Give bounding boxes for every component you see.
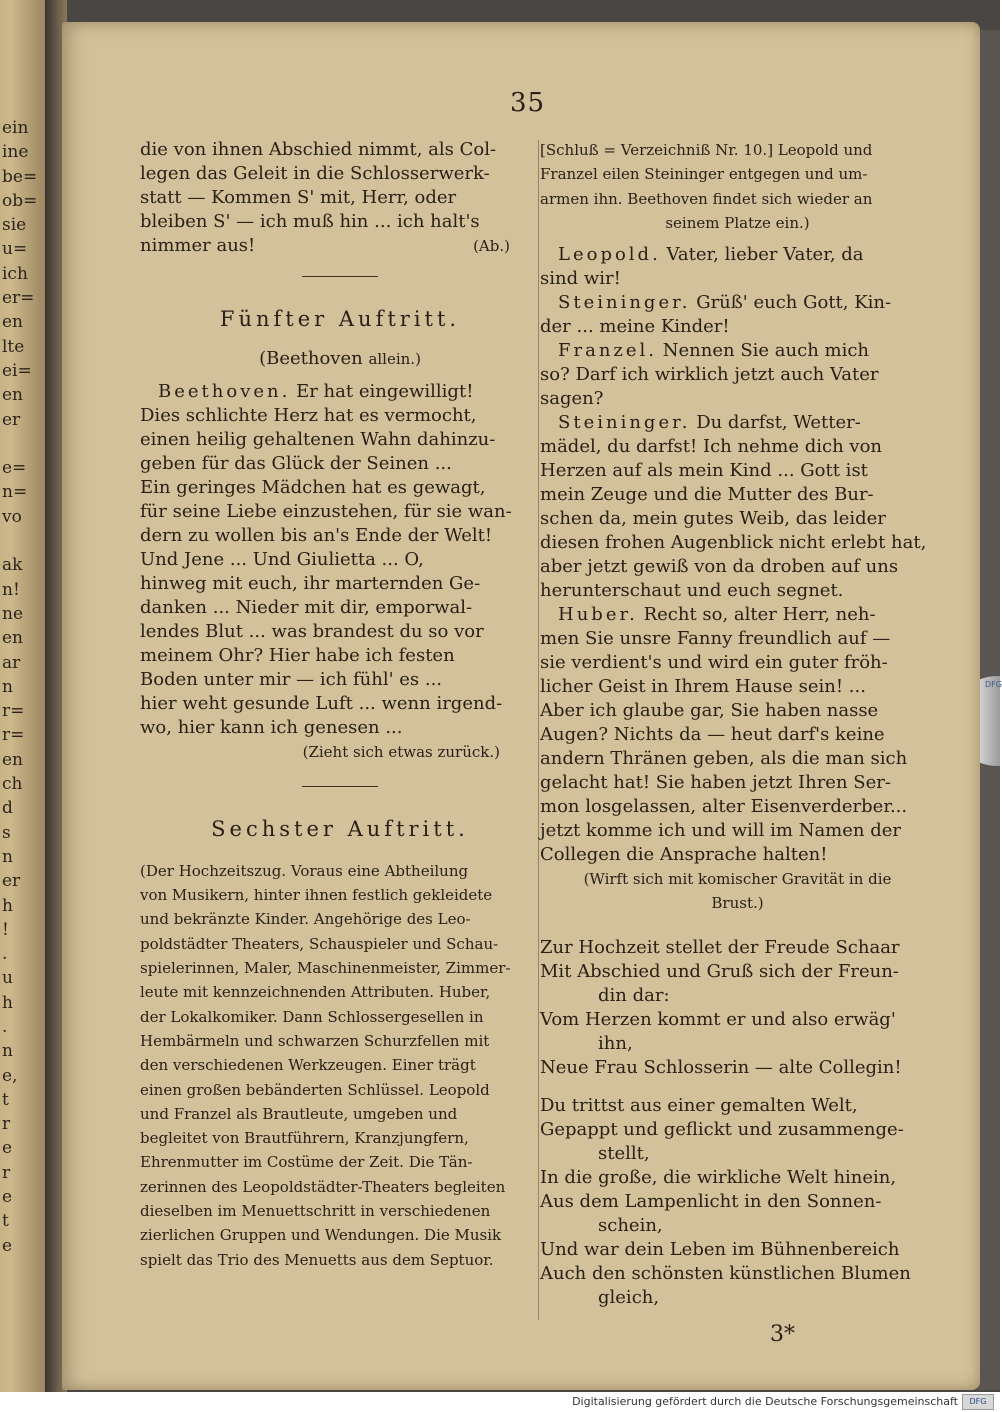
facing-page-fragment: be=: [2, 166, 38, 187]
facing-page-fragment: lte: [2, 336, 25, 357]
facing-page-fragment: s: [2, 822, 11, 843]
direction-line: begleitet von Brautführern, Kranzjungfern,: [140, 1129, 469, 1148]
text-line: so? Darf ich wirklich jetzt auch Vater: [540, 364, 879, 386]
facing-page-fragment: en: [2, 628, 24, 649]
dialogue-first-line: [540, 291, 935, 315]
text-line: mon losgelassen, alter Eisenverderber...: [540, 796, 908, 818]
right-column: [540, 138, 935, 1310]
speaker-name: Huber.: [558, 604, 638, 626]
facing-page-fragment: ch: [2, 774, 23, 795]
direction-line: zerinnen des Leopoldstädter-Theaters begleiten: [140, 1177, 506, 1196]
facing-page-fragment: !: [2, 919, 9, 940]
scene5-direction: [140, 347, 540, 371]
credit-text: Digitalisierung gefördert durch die Deutsche Forschungsgemeinschaft: [572, 1395, 958, 1408]
facing-page-fragment: r=: [2, 725, 25, 746]
scene5-direction-name: (Beethoven: [259, 348, 363, 370]
facing-page-fragment: r: [2, 1162, 11, 1183]
facing-page-fragment: ne: [2, 603, 24, 624]
facing-page-fragment: er: [2, 871, 21, 892]
facing-page-fragment: [2, 432, 46, 456]
closing-last-line: nimmer aus!: [140, 235, 256, 256]
speaker-beethoven: Beethoven.: [158, 380, 291, 402]
facing-page-fragment: h: [2, 895, 13, 916]
dialogue-first-line: [540, 243, 935, 267]
verse-continuation: ihn,: [598, 1032, 633, 1054]
verse-continuation: din dar:: [598, 984, 670, 1006]
facing-page-fragment: e: [2, 1138, 13, 1159]
text-line: geben für das Glück der Seinen ...: [140, 452, 452, 474]
verse-line: Neue Frau Schlosserin — alte Collegin!: [540, 1056, 902, 1078]
text-line: wo, hier kann ich genesen ...: [140, 716, 403, 738]
facing-page-fragment: ei=: [2, 360, 32, 381]
beethoven-first-text: Er hat eingewilligt!: [296, 380, 474, 402]
facing-page-fragment: er: [2, 409, 21, 430]
text-line: Dies schlichte Herz hat es vermocht,: [140, 404, 477, 426]
text-line: Ein geringes Mädchen hat es gewagt,: [140, 476, 486, 498]
verse-line: Aus dem Lampenlicht in den Sonnen-: [540, 1190, 882, 1212]
direction-line: dieselben im Menuettschritt in verschiedenen: [140, 1202, 491, 1221]
dialogue-first-line: [540, 411, 935, 435]
direction-line: Franzel eilen Steininger entgegen und um-: [540, 165, 868, 184]
facing-page-fragment: n!: [2, 579, 20, 600]
text-line: aber jetzt gewiß von da droben auf uns: [540, 556, 899, 578]
verse-line: Und war dein Leben im Bühnenbereich: [540, 1238, 900, 1260]
text-line: für seine Liebe einzustehen, für sie wan-: [140, 500, 512, 522]
text-line: hinweg mit euch, ihr marternden Ge-: [140, 572, 481, 594]
text-line: Und Jene ... Und Giulietta ... O,: [140, 548, 424, 570]
facing-page-fragment: ar: [2, 652, 21, 673]
facing-page-fragment: e=: [2, 458, 27, 479]
text-line: licher Geist in Ihrem Hause sein! ...: [540, 676, 866, 698]
text-line: danken ... Nieder mit dir, emporwal-: [140, 596, 473, 618]
beethoven-first-line: [140, 380, 540, 404]
facing-page-fragment: en: [2, 749, 24, 770]
direction-line: armen ihn. Beethoven findet sich wieder an: [540, 189, 873, 208]
facing-page-fragment: n: [2, 846, 13, 867]
text-line: bleiben S' — ich muß hin ... ich halt's: [140, 211, 480, 232]
direction-line: zierlichen Gruppen und Wendungen. Die Musik: [140, 1226, 502, 1245]
direction-line: Ehrenmutter im Costüme der Zeit. Die Tän-: [140, 1153, 473, 1172]
text-line: jetzt komme ich und will im Namen der: [540, 820, 901, 842]
direction-line: [Schluß = Verzeichniß Nr. 10.] Leopold und: [540, 141, 873, 159]
direction-line: und bekränzte Kinder. Angehörige des Leo-: [140, 910, 471, 929]
direction-line: leute mit kennzeichnenden Attributen. Huber,: [140, 983, 491, 1002]
text-line: mädel, du darfst! Ich nehme dich von: [540, 436, 883, 458]
text-line: statt — Kommen S' mit, Herr, oder: [140, 187, 457, 208]
text-line: Boden unter mir — ich fühl' es ...: [140, 668, 443, 690]
text-line: schen da, mein gutes Weib, das leider: [540, 508, 886, 530]
facing-page-fragment: .: [2, 1016, 8, 1037]
facing-page-fragment: en: [2, 312, 24, 333]
facing-page-fragment: ich: [2, 263, 28, 284]
facing-page-edge: [0, 0, 45, 1392]
facing-page-fragment: h: [2, 992, 13, 1013]
text-line: lendes Blut ... was brandest du so vor: [140, 620, 484, 642]
facing-page-fragment: r=: [2, 701, 25, 722]
verse-continuation: gleich,: [598, 1286, 660, 1308]
page-number: 35: [510, 88, 546, 118]
verse-line: Vom Herzen kommt er und also erwäg': [540, 1008, 896, 1030]
text-line: men Sie unsre Fanny freundlich auf —: [540, 628, 891, 650]
scene-heading-6: Sechster Auftritt.: [211, 816, 469, 841]
verse-stanza-1: [540, 936, 935, 1080]
direction-line: (Der Hochzeitszug. Voraus eine Abtheilung: [140, 861, 469, 880]
verse-line: Zur Hochzeit stellet der Freude Schaar: [540, 936, 900, 958]
text-line: die von ihnen Abschied nimmt, als Col-: [140, 139, 497, 160]
text-line: sagen?: [540, 388, 604, 410]
direction-line: spielerinnen, Maler, Maschinenmeister, Zimmer-: [140, 959, 511, 978]
dialogue-text: Du darfst, Wetter-: [696, 412, 861, 434]
verse-continuation: schein,: [598, 1214, 663, 1236]
text-line: Augen? Nichts da — heut darf's keine: [540, 724, 885, 746]
dfg-logo: DFG: [962, 1394, 994, 1410]
text-line: herunterschaut und euch segnet.: [540, 580, 844, 602]
text-line: gelacht hat! Sie haben jetzt Ihren Ser-: [540, 772, 891, 794]
dialogue-text: Nennen Sie auch mich: [662, 340, 870, 362]
stage-direction-top: [540, 138, 935, 211]
left-column: [140, 138, 540, 1272]
direction-line: den verschiedenen Werkzeugen. Einer trägt: [140, 1056, 476, 1075]
verse-stanza-2: [540, 1094, 935, 1310]
facing-page-fragment: n: [2, 1041, 13, 1062]
text-line: diesen frohen Augenblick nicht erlebt hat,: [540, 532, 927, 554]
facing-page-fragment: r: [2, 1114, 11, 1135]
text-line: mein Zeuge und die Mutter des Bur-: [540, 484, 874, 506]
facing-page-text: [2, 116, 46, 1258]
facing-page-fragment: ein: [2, 118, 29, 138]
verse-line: Mit Abschied und Gruß sich der Freun-: [540, 960, 899, 982]
credit-footer: [0, 1392, 1000, 1412]
facing-page-fragment: t: [2, 1089, 9, 1110]
beethoven-direction: (Zieht sich etwas zurück.): [302, 742, 500, 761]
direction-line: einen großen bebänderten Schlüssel. Leopold: [140, 1080, 490, 1099]
text-line: einen heilig gehaltenen Wahn dahinzu-: [140, 428, 496, 450]
facing-page-fragment: u=: [2, 239, 28, 260]
facing-page-fragment: sie: [2, 215, 27, 236]
dialogue-text: Vater, lieber Vater, da: [666, 244, 864, 266]
dialogue: [540, 243, 935, 867]
scene6-direction: [140, 859, 540, 1272]
facing-page-fragment: n=: [2, 482, 28, 503]
text-line: hier weht gesunde Luft ... wenn irgend-: [140, 692, 503, 714]
scene-heading-5: Fünfter Auftritt.: [219, 307, 461, 332]
direction-line: Hembärmeln und schwarzen Schurzfellen mit: [140, 1031, 490, 1050]
text-line: Herzen auf als mein Kind ... Gott ist: [540, 460, 868, 482]
text-line: meinem Ohr? Hier habe ich festen: [140, 644, 455, 666]
text-line: der ... meine Kinder!: [540, 316, 730, 338]
text-line: sind wir!: [540, 268, 621, 290]
direction-line: und Franzel als Brautleute, umgeben und: [140, 1104, 458, 1123]
text-line: Aber ich glaube gar, Sie haben nasse: [540, 700, 879, 722]
facing-page-fragment: e: [2, 1235, 13, 1256]
exit-direction: (Ab.): [473, 237, 510, 255]
dialogue-first-line: [540, 339, 935, 363]
verse-line: In die große, die wirkliche Welt hinein,: [540, 1166, 897, 1188]
facing-page-fragment: er=: [2, 288, 35, 309]
dialogue-text: Recht so, alter Herr, neh-: [643, 604, 876, 626]
closing-line: [140, 234, 540, 258]
closing-speech: [140, 138, 540, 234]
facing-page-fragment: .: [2, 944, 8, 965]
dialogue-text: Grüß' euch Gott, Kin-: [696, 292, 892, 314]
direction-line: poldstädter Theaters, Schauspieler und Schau-: [140, 934, 499, 953]
verse-line: Gepappt und geflickt und zusammenge-: [540, 1118, 904, 1140]
scene5-direction-rest: allein.): [368, 350, 421, 369]
facing-page-fragment: n: [2, 676, 13, 697]
facing-page-fragment: ak: [2, 555, 23, 576]
beethoven-speech: [140, 404, 540, 740]
tab-marker: DFG: [985, 680, 1002, 689]
dialogue-first-line: [540, 603, 935, 627]
speaker-name: Leopold.: [558, 244, 661, 266]
huber-direction: (Wirft sich mit komischer Gravität in die: [583, 870, 892, 889]
huber-direction-end: Brust.): [711, 894, 764, 913]
direction-line: spielt das Trio des Menuetts aus dem Septuor.: [140, 1250, 494, 1269]
direction-line: der Lokalkomiker. Dann Schlossergesellen in: [140, 1007, 484, 1026]
verse-continuation: stellt,: [598, 1142, 650, 1164]
speaker-name: Steininger.: [558, 292, 691, 314]
facing-page-fragment: ine: [2, 142, 29, 163]
facing-page-fragment: vo: [2, 506, 22, 527]
facing-page-fragment: e,: [2, 1065, 18, 1086]
stage-direction-top-end: seinem Platze ein.): [665, 213, 810, 232]
speaker-name: Steininger.: [558, 412, 691, 434]
facing-page-fragment: t: [2, 1211, 9, 1232]
facing-page-fragment: d: [2, 798, 13, 819]
text-line: Collegen die Ansprache halten!: [540, 844, 828, 866]
direction-line: von Musikern, hinter ihnen festlich gekleidete: [140, 886, 493, 905]
facing-page-fragment: en: [2, 385, 24, 406]
speaker-name: Franzel.: [558, 340, 658, 362]
verse-line: Auch den schönsten künstlichen Blumen: [540, 1262, 911, 1284]
verse-line: Du trittst aus einer gemalten Welt,: [540, 1094, 858, 1116]
facing-page-fragment: u: [2, 968, 13, 989]
facing-page-fragment: [2, 529, 46, 553]
facing-page-fragment: ob=: [2, 190, 38, 211]
page-signature: 3*: [770, 1322, 795, 1347]
text-line: legen das Geleit in die Schlosserwerk-: [140, 163, 490, 184]
text-line: dern zu wollen bis an's Ende der Welt!: [140, 524, 493, 546]
text-line: sie verdient's und wird ein guter fröh-: [540, 652, 888, 674]
facing-page-fragment: e: [2, 1187, 13, 1208]
text-line: andern Thränen geben, als die man sich: [540, 748, 908, 770]
